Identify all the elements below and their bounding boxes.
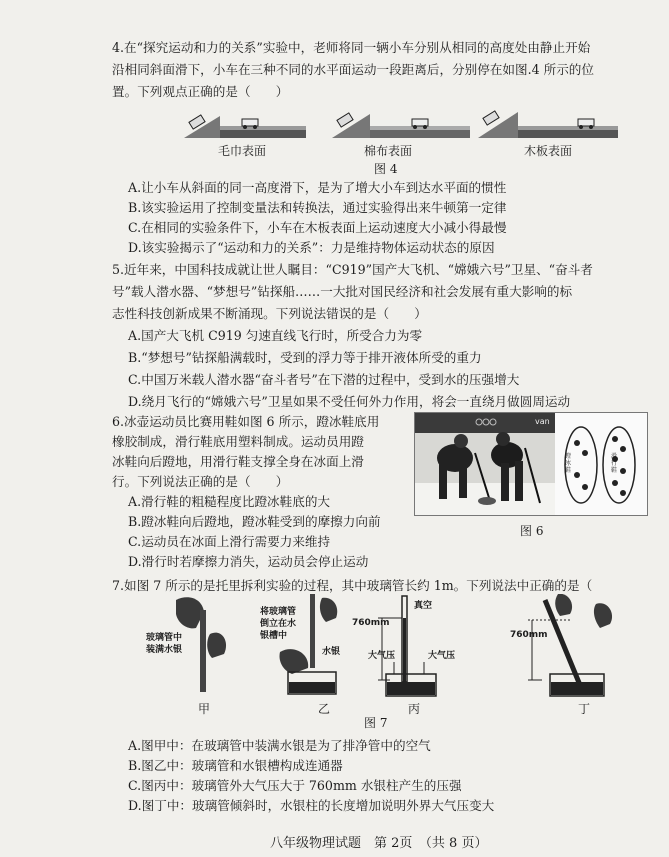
- page-footer: 八年级物理试题 第 2页 （共 8 页）: [270, 836, 488, 851]
- shoe-label-slide: 滑行鞋: [611, 453, 618, 474]
- sub-label-bing: 丙: [408, 702, 421, 716]
- height-label-bing: 760mm: [352, 618, 390, 628]
- sub-label-ding: 丁: [578, 702, 591, 716]
- q5-stem-line-2: 号”载人潜水器、“梦想号”钻探船……一大批对国民经济和社会发展有重大影响的标: [112, 284, 573, 299]
- height-label-ding: 760mm: [510, 630, 548, 640]
- q6-option-d: D.滑行时若摩擦力消失，运动员会停止运动: [128, 554, 369, 569]
- q5-stem-line-1: 5.近年来，中国科技成就让世人瞩目：“C919”国产大飞机、“嫦娥六号”卫星、“奋斗者: [112, 262, 593, 277]
- q6-stem-line-2: 橡胶制成，滑行鞋底用塑料制成。运动员用蹬: [112, 434, 364, 449]
- q5-option-c: C.中国万米载人潜水器“奋斗者号”在下潜的过程中，受到水的压强增大: [128, 372, 520, 387]
- shoe-label-kick: 蹬冰鞋: [565, 453, 572, 474]
- mercury-label: 水银: [322, 647, 341, 657]
- yi-note-line-1: 将玻璃管: [260, 607, 297, 617]
- q5-option-d: D.绕月飞行的“嫦娥六号”卫星如果不受任何外力作用，将会一直绕月做圆周运动: [128, 394, 571, 409]
- q7-option-a: A.图甲中：在玻璃管中装满水银是为了排净管中的空气: [128, 738, 431, 753]
- sub-label-yi: 乙: [318, 702, 331, 716]
- surface-label-cotton: 棉布表面: [364, 144, 413, 158]
- q6-option-c: C.运动员在冰面上滑行需要力来维持: [128, 534, 331, 549]
- surface-label-towel: 毛巾表面: [218, 144, 267, 158]
- q7-stem: 7.如图 7 所示的是托里拆利实验的过程，其中玻璃管长约 1m。下列说法中正确的是（: [112, 578, 593, 593]
- q4-stem-line-2: 沿相同斜面滑下，小车在三种不同的水平面运动一段距离后，分别停在如图.4 所示的位: [112, 62, 594, 77]
- yi-note-line-3: 银槽中: [260, 631, 288, 641]
- air-pressure-right: 大气压: [428, 651, 456, 661]
- photo-watermark-text: van: [535, 417, 550, 426]
- q4-stem-line-3: 置。下列观点正确的是（ ）: [112, 84, 289, 99]
- vacuum-label: 真空: [414, 601, 433, 611]
- figure-4-label: 图 4: [374, 162, 398, 176]
- surface-label-wood: 木板表面: [524, 144, 573, 158]
- q7-option-b: B.图乙中：玻璃管和水银槽构成连通器: [128, 758, 343, 773]
- q5-option-b: B.“梦想号”钻探船满载时，受到的浮力等于排开液体所受的重力: [128, 350, 482, 365]
- q6-option-a: A.滑行鞋的粗糙程度比蹬冰鞋底的大: [128, 494, 331, 509]
- q4-option-c: C.在相同的实验条件下，小车在木板表面上运动速度大小减小得最慢: [128, 220, 507, 235]
- ramp-cotton: [332, 113, 470, 138]
- ramp-towel: [184, 115, 306, 138]
- ramp-wood: [478, 111, 618, 138]
- setup-ding: [528, 594, 612, 696]
- jia-note-line-1: 玻璃管中: [146, 633, 183, 643]
- q7-option-d: D.图丁中：玻璃管倾斜时，水银柱的长度增加说明外界大气压变大: [128, 798, 495, 813]
- setup-bing: [378, 596, 436, 696]
- q6-stem-line-3: 冰鞋向后蹬地，用滑行鞋支撑全身在冰面上滑: [112, 454, 364, 469]
- q6-stem-line-1: 6.冰壶运动员比赛用鞋如图 6 所示，蹬冰鞋底用: [112, 414, 380, 429]
- setup-jia: [176, 597, 226, 692]
- q5-option-a: A.国产大飞机 C919 匀速直线飞行时，所受合力为零: [128, 328, 423, 343]
- air-pressure-left: 大气压: [368, 651, 396, 661]
- figure-4-ramps: [180, 104, 620, 146]
- q6-option-b: B.蹬冰鞋向后蹬地，蹬冰鞋受到的摩擦力向前: [128, 514, 381, 529]
- yi-note-line-2: 倒立在水: [260, 619, 297, 629]
- q7-option-c: C.图丙中：玻璃管外大气压大于 760mm 水银柱产生的压强: [128, 778, 462, 793]
- q4-stem-line-1: 4.在“探究运动和力的关系”实验中，老师将同一辆小车分别从相同的高度处由静止开始: [112, 40, 591, 55]
- q4-option-d: D.该实验揭示了“运动和力的关系”：力是维持物体运动状态的原因: [128, 240, 495, 255]
- q4-option-a: A.让小车从斜面的同一高度滑下，是为了增大小车到达水平面的惯性: [128, 180, 507, 195]
- figure-7-label: 图 7: [364, 716, 388, 730]
- sub-label-jia: 甲: [198, 702, 211, 716]
- jia-note-line-2: 装满水银: [146, 645, 183, 655]
- q5-stem-line-3: 志性科技创新成果不断涌现。下列说法错误的是（ ）: [112, 306, 427, 321]
- q4-option-b: B.该实验运用了控制变量法和转换法，通过实验得出来牛顿第一定律: [128, 200, 507, 215]
- figure-6-panel: [414, 412, 648, 516]
- q6-stem-line-4: 行。下列说法正确的是（ ）: [112, 474, 289, 489]
- figure-6-label: 图 6: [520, 524, 544, 538]
